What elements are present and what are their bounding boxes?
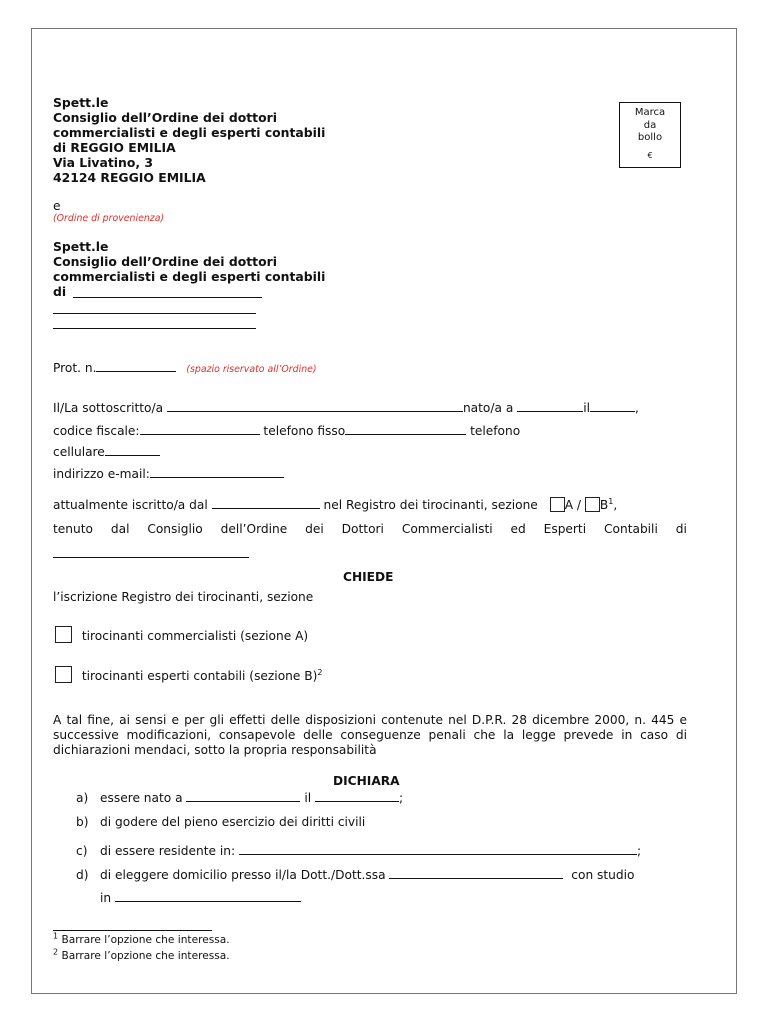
word: ed — [510, 522, 526, 536]
footnote-number: 1 — [53, 931, 59, 941]
item-text: con studio — [571, 868, 635, 882]
registro-label: nel Registro dei tirocinanti, sezione — [323, 498, 538, 512]
cellulare-label: cellulare — [53, 445, 105, 459]
birthplace-field[interactable] — [517, 399, 583, 412]
di-label: di — [53, 284, 67, 299]
word: Consiglio — [147, 522, 203, 536]
tenuto-ordine-field[interactable] — [53, 557, 249, 558]
revenue-stamp-box — [619, 102, 681, 168]
word: tenuto — [53, 522, 93, 536]
address-line: Consiglio dell’Ordine dei dottori — [53, 254, 277, 269]
stamp-text: € — [647, 150, 653, 160]
email-field[interactable] — [150, 465, 284, 478]
item-label: a) — [76, 791, 89, 805]
fiscal-row — [53, 422, 520, 438]
applicant-row: Il/La sottoscritto/a nato/a a il , — [53, 401, 639, 415]
telefono-fisso-label: telefono fisso — [263, 424, 346, 438]
option-a-checkbox[interactable] — [55, 626, 72, 643]
birthdate-field-2[interactable] — [315, 789, 399, 802]
recipient-address — [53, 95, 325, 185]
cellulare-field[interactable] — [105, 443, 160, 456]
item-text: di essere residente in: — [100, 844, 236, 858]
studio-city-field[interactable] — [115, 889, 301, 902]
chiede-heading: CHIEDE — [343, 570, 394, 584]
section-b-checkbox[interactable] — [585, 497, 600, 512]
item-text: essere nato a — [100, 791, 183, 805]
address-line: Spett.le — [53, 239, 109, 254]
address-line: Spett.le — [53, 95, 109, 110]
word: Esperti — [543, 522, 587, 536]
word: Commercialisti — [401, 522, 493, 536]
dichiara-item-d — [76, 866, 634, 882]
address-line: commercialisti e degli esperti contabili — [53, 125, 326, 140]
address-line: Consiglio dell’Ordine dei dottori — [53, 110, 277, 125]
prot-label: Prot. n. — [53, 361, 97, 375]
section-a-checkbox[interactable] — [550, 497, 565, 512]
sottoscritto-label: Il/La sottoscritto/a — [53, 401, 164, 415]
address-line: 42124 REGGIO EMILIA — [53, 170, 206, 185]
section-a-label: A / — [564, 498, 582, 512]
domicile-name-field[interactable] — [389, 866, 563, 879]
word: Dottori — [341, 522, 384, 536]
word: di — [675, 522, 687, 536]
footnote-text: Barrare l’opzione che interessa. — [61, 934, 230, 946]
footnote-separator — [53, 930, 212, 931]
prot-note: (spazio riservato all’Ordine) — [186, 364, 317, 375]
stamp-text: bollo — [637, 132, 663, 143]
ordine-city-field[interactable] — [53, 328, 256, 329]
nato-label: nato/a a — [462, 401, 514, 415]
item-label: d) — [76, 868, 89, 882]
address-line: commercialisti e degli esperti contabili — [53, 269, 326, 284]
stamp-text: Marca — [634, 107, 666, 118]
footnote-1 — [53, 931, 230, 946]
telefono-fisso-field[interactable] — [345, 422, 466, 435]
prot-number-field[interactable] — [96, 359, 176, 372]
dichiara-item-d-cont — [100, 889, 301, 905]
iscritto-date-field[interactable] — [212, 496, 320, 509]
footnote-text: Barrare l’opzione che interessa. — [61, 950, 230, 962]
stamp-text: da — [643, 119, 657, 131]
prot-row — [53, 359, 317, 375]
punct: ; — [399, 791, 404, 805]
word: dell’Ordine — [220, 522, 288, 536]
recipient-address-2 — [53, 239, 325, 299]
dichiara-item-b — [76, 815, 365, 829]
name-field[interactable] — [167, 399, 463, 412]
option-a-label: tirocinanti commercialisti (sezione A) — [81, 629, 309, 643]
email-label: indirizzo e-mail: — [53, 467, 150, 481]
tenuto-row — [53, 522, 687, 536]
codice-fiscale-field[interactable] — [140, 422, 260, 435]
ordine-address-field[interactable] — [53, 313, 256, 314]
origin-note: (Ordine di provenienza) — [53, 213, 165, 224]
declaration-paragraph: A tal fine, ai sensi e per gli effetti delle disposizioni contenute nel D.P.R. 28 dicembre 2000, n. 445 e successive modificazioni, consapevole delle conseguenze penali che la legge prevede in caso di dichiarazioni mendaci, sotto la propria responsabilità — [53, 713, 687, 757]
birthplace-field-2[interactable] — [186, 789, 300, 802]
il-label: il — [583, 401, 590, 415]
item-text: di godere del pieno esercizio dei diritti civili — [100, 815, 366, 829]
item-text: di eleggere domicilio presso il/la Dott./Dott.ssa — [100, 868, 386, 882]
item-label: b) — [76, 815, 89, 829]
word: dei — [305, 522, 324, 536]
footnote-ref: 2 — [317, 667, 323, 677]
footnote-2 — [53, 947, 230, 962]
email-row — [53, 465, 284, 481]
chiede-text: l’iscrizione Registro dei tirocinanti, sezione — [53, 590, 314, 604]
iscritto-row: attualmente iscritto/a dal nel Registro dei tirocinanti, sezione A / $B^1$, — [53, 496, 618, 512]
word: Contabili — [604, 522, 658, 536]
footnote-ref: 1 — [608, 496, 614, 506]
il-label: il — [304, 791, 312, 805]
telefono-label: telefono — [470, 424, 521, 438]
conjunction: e — [53, 199, 61, 213]
item-label: c) — [76, 844, 88, 858]
section-b-label: B — [599, 498, 609, 512]
item-text: in — [100, 891, 112, 905]
address-line: di REGGIO EMILIA — [53, 140, 176, 155]
option-b-checkbox[interactable] — [55, 666, 72, 683]
word: dal — [110, 522, 130, 536]
dichiara-heading: DICHIARA — [333, 774, 400, 788]
option-b-row — [55, 666, 322, 683]
birthdate-field[interactable] — [590, 399, 635, 412]
residence-field[interactable] — [239, 842, 637, 855]
option-a-row — [55, 626, 308, 643]
option-b-label: tirocinanti esperti contabili (sezione B) — [81, 669, 318, 683]
cellulare-row — [53, 443, 160, 459]
ordine-name-field[interactable] — [73, 297, 262, 298]
codice-fiscale-label: codice fiscale: — [53, 424, 140, 438]
footnote-number: 2 — [53, 947, 59, 957]
punct: ; — [636, 844, 642, 858]
iscritto-label: attualmente iscritto/a dal — [53, 498, 208, 512]
dichiara-item-c — [76, 842, 641, 858]
address-line: Via Livatino, 3 — [53, 155, 154, 170]
dichiara-item-a — [76, 789, 403, 805]
